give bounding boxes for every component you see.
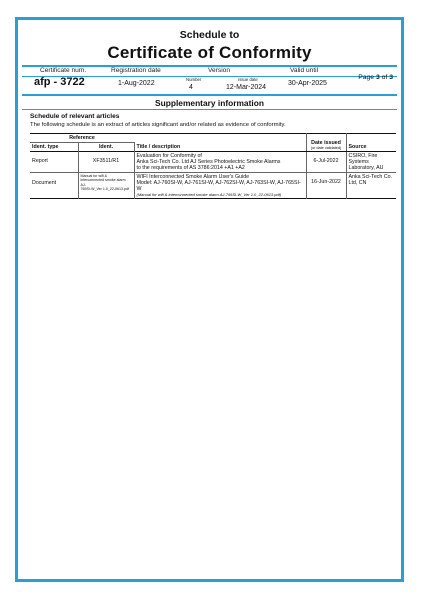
ident-header: Ident. bbox=[78, 143, 134, 152]
registration-date-label: Registration date bbox=[111, 67, 161, 74]
row-source bbox=[346, 152, 396, 173]
source-header: Source bbox=[346, 134, 396, 152]
page-frame bbox=[15, 17, 404, 582]
valid-until-label: Valid until bbox=[290, 67, 319, 74]
version-label: Version bbox=[208, 67, 230, 74]
row-ident-type: Report bbox=[32, 158, 48, 164]
row-title-line: Anka Sci-Tech Co. Ltd AJ Series Photoelectric Smoke Alarms bbox=[136, 159, 281, 165]
row-title bbox=[134, 173, 306, 199]
date-issued-sub-label: (or date validated) bbox=[310, 146, 342, 150]
valid-until-date: 30-Apr-2025 bbox=[288, 80, 327, 87]
row-title-note: (Manual for wifi & interconnected smoke alarm AJ-765SI-W_Ver 1.0_22-0613.pdf) bbox=[136, 192, 282, 197]
row-source-line: Systems bbox=[348, 159, 369, 165]
row-title bbox=[134, 152, 306, 173]
title-header: Title / description bbox=[134, 143, 306, 152]
schedule-heading: Schedule of relevant articles bbox=[30, 113, 120, 120]
page-current: 3 bbox=[375, 74, 380, 81]
row-ident-type: Document bbox=[32, 180, 57, 186]
row-source-line: CSIRO, Fire bbox=[348, 153, 378, 159]
schedule-intro: The following schedule is an extract of articles significant and/or related as evidence of conformity. bbox=[30, 122, 286, 128]
row-ident: XF3511/R1 bbox=[78, 152, 134, 173]
page-of: of bbox=[381, 74, 388, 81]
divider-info-bottom bbox=[22, 94, 397, 96]
row-date: 6-Jul-2022 bbox=[306, 152, 346, 173]
row-ident-line: 765SI-W_Ver 1.0_22-0613.pdf bbox=[80, 187, 130, 192]
reference-header: Reference bbox=[30, 134, 134, 143]
page-prefix: Page bbox=[358, 74, 375, 81]
row-title-line: WIFI Interconnected Smoke Alarm User's Guide bbox=[136, 174, 250, 180]
schedule-table bbox=[30, 133, 396, 199]
page-indicator bbox=[358, 74, 393, 81]
version-number: 4 bbox=[189, 84, 193, 91]
row-date: 16-Jun-2022 bbox=[306, 173, 346, 199]
row-ident-line: Manual for wifi & bbox=[80, 174, 108, 178]
supplementary-title: Supplementary information bbox=[155, 98, 264, 108]
cert-num-label: Certificate num. bbox=[40, 67, 87, 74]
row-title-line: Model: AJ-760SI-W, AJ-761SI-W, AJ-762SI-W, AJ-763SI-W, AJ-765SI-W bbox=[136, 180, 301, 192]
row-source-line: Ltd, CN bbox=[348, 180, 367, 186]
registration-date: 1-Aug-2022 bbox=[118, 80, 155, 87]
row-source bbox=[346, 173, 396, 199]
table-row bbox=[30, 173, 396, 199]
issue-date: 12-Mar-2024 bbox=[226, 84, 267, 91]
ident-type-header: Ident. type bbox=[32, 144, 59, 150]
table-row bbox=[30, 152, 396, 173]
title-header-spacer bbox=[134, 134, 306, 143]
row-source-line: Laboratory, AU bbox=[348, 165, 384, 171]
schedule-to-heading: Schedule to bbox=[179, 29, 240, 41]
issue-date-label: Issue date bbox=[238, 77, 258, 82]
row-ident-line: interconnected smoke alarm AJ- bbox=[80, 178, 126, 187]
row-title-line: to the requirements of AS 3786:2014 +A1 +A2 bbox=[136, 165, 245, 171]
divider-supplementary bbox=[22, 109, 397, 110]
number-label: Number bbox=[186, 77, 202, 82]
row-title-line: Evaluation for Conformity of bbox=[136, 153, 202, 159]
certificate-title: Certificate of Conformity bbox=[107, 43, 312, 62]
date-issued-header bbox=[306, 134, 346, 152]
page-total: 3 bbox=[389, 74, 393, 81]
certificate-number: afp - 3722 bbox=[34, 76, 85, 88]
date-issued-label: Date issued bbox=[311, 140, 341, 146]
row-ident bbox=[78, 173, 134, 199]
row-source-line: Anka Sci-Tech Co. bbox=[348, 174, 393, 180]
